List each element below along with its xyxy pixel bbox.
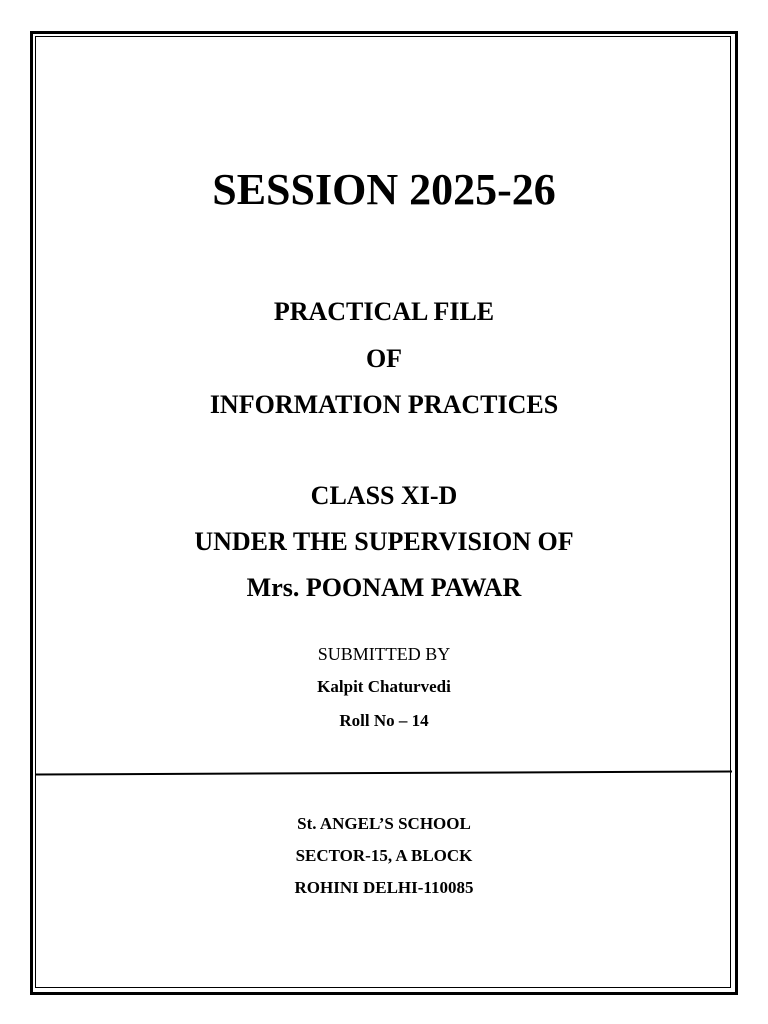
roll-number: Roll No – 14 (339, 711, 429, 730)
school-name: St. ANGEL’S SCHOOL (297, 814, 471, 833)
class-heading: CLASS XI-D (310, 481, 458, 510)
subject-heading: INFORMATION PRACTICES (209, 390, 559, 419)
section-divider (36, 770, 732, 776)
teacher-name: Mrs. POONAM PAWAR (246, 573, 522, 602)
student-name: Kalpit Chaturvedi (317, 677, 451, 696)
supervision-heading: UNDER THE SUPERVISION OF (194, 527, 574, 556)
school-sector: SECTOR-15, A BLOCK (295, 846, 473, 865)
submitted-by-label: SUBMITTED BY (317, 644, 451, 664)
school-city: ROHINI DELHI-110085 (294, 878, 474, 897)
of-heading: OF (365, 344, 403, 373)
session-title: SESSION 2025-26 (212, 165, 556, 214)
practical-file-heading: PRACTICAL FILE (273, 297, 495, 326)
